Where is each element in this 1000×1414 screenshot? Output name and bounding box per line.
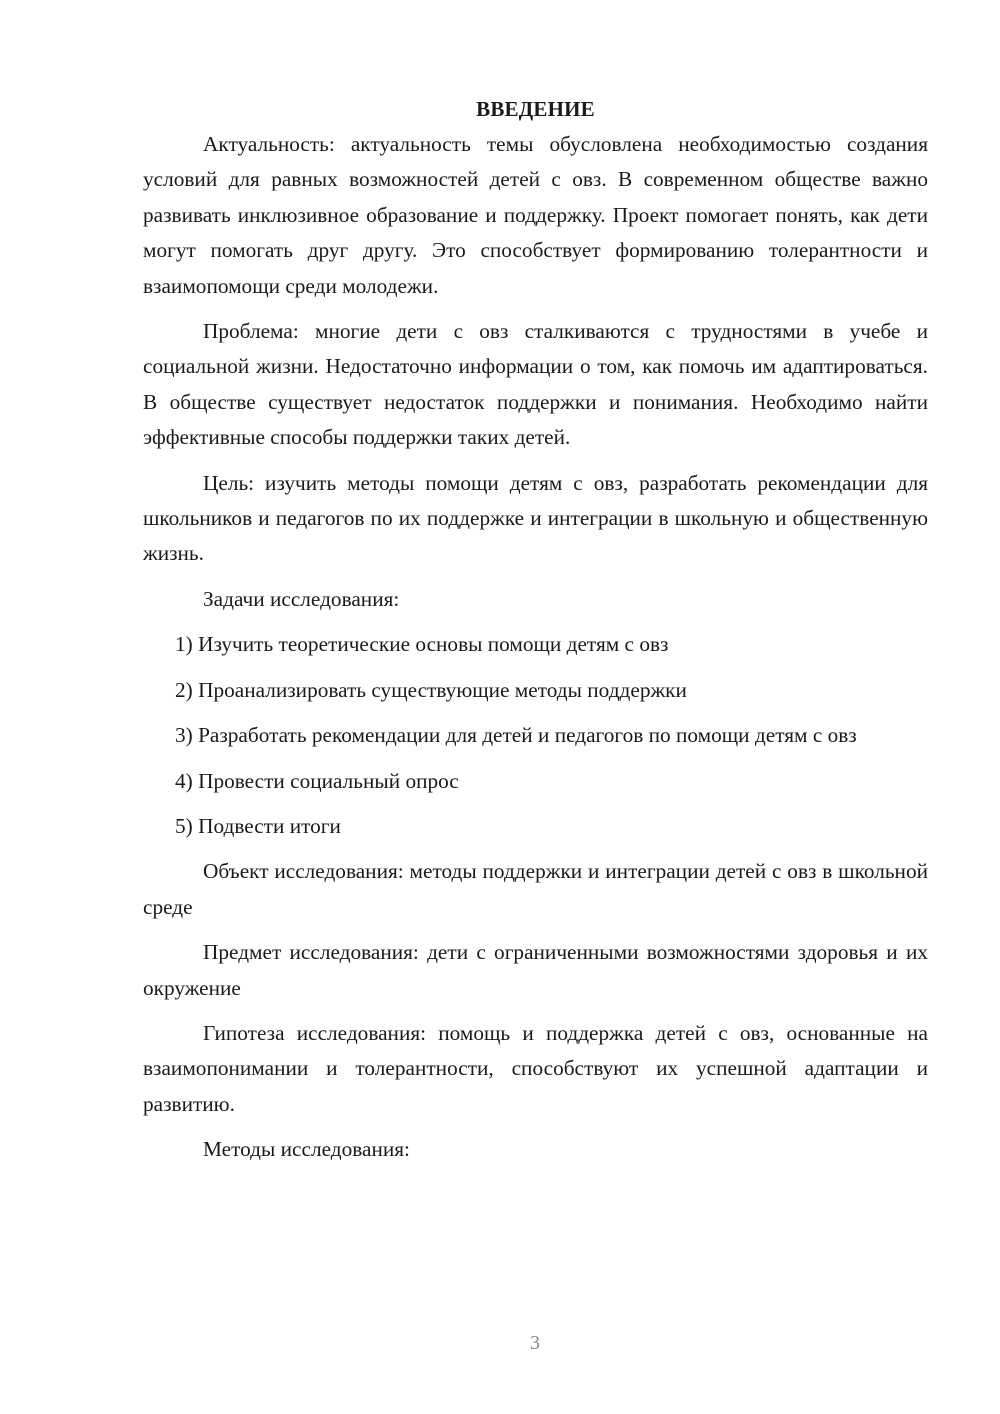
methods-heading: Методы исследования: (203, 1137, 410, 1162)
task-item-5: 5) Подвести итоги (175, 813, 341, 838)
section-title: ВВЕДЕНИЕ (476, 97, 595, 121)
problem-paragraph: Проблема: многие дети с овз сталкиваются с трудностями в учебе и социальной жизни. Недостаточно информации о том, как помочь им адаптироваться. В обществе существует недостаток поддержки и понимания. Необходимо найти эффективные способы поддержки таких детей. (143, 319, 928, 450)
task-item-3: 3) Разработать рекомендации для детей и педагогов по помощи детям с овз (175, 723, 857, 748)
hypothesis-paragraph: Гипотеза исследования: помощь и поддержка детей с овз, основанные на взаимопонимании и толерантности, способствуют их успешной адаптации и развитию. (143, 1020, 928, 1116)
document-page (143, 92, 928, 1178)
tasks-heading: Задачи исследования: (203, 586, 400, 611)
goal-paragraph: Цель: изучить методы помощи детям с овз, разработать рекомендации для школьников и педагогов по их поддержке и интеграции в школьную и общественную жизнь. (143, 470, 928, 566)
relevance-paragraph: Актуальность: актуальность темы обусловлена необходимостью создания условий для равных возможностей детей с овз. В современном обществе важно развивать инклюзивное образование и поддержку. Проект помогает понять, как дети могут помогать друг другу. Это способствует формированию толерантности и взаимопомощи среди молодежи. (143, 132, 928, 298)
task-item-1: 1) Изучить теоретические основы помощи детям с овз (175, 632, 669, 657)
subject-paragraph: Предмет исследования: дети с ограниченными возможностями здоровья и их окружение (143, 940, 928, 1000)
task-item-2: 2) Проанализировать существующие методы поддержки (175, 677, 687, 702)
object-paragraph: Объект исследования: методы поддержки и интеграции детей с овз в школьной среде (143, 859, 928, 919)
page-number: 3 (530, 1332, 540, 1354)
task-item-4: 4) Провести социальный опрос (175, 768, 459, 793)
